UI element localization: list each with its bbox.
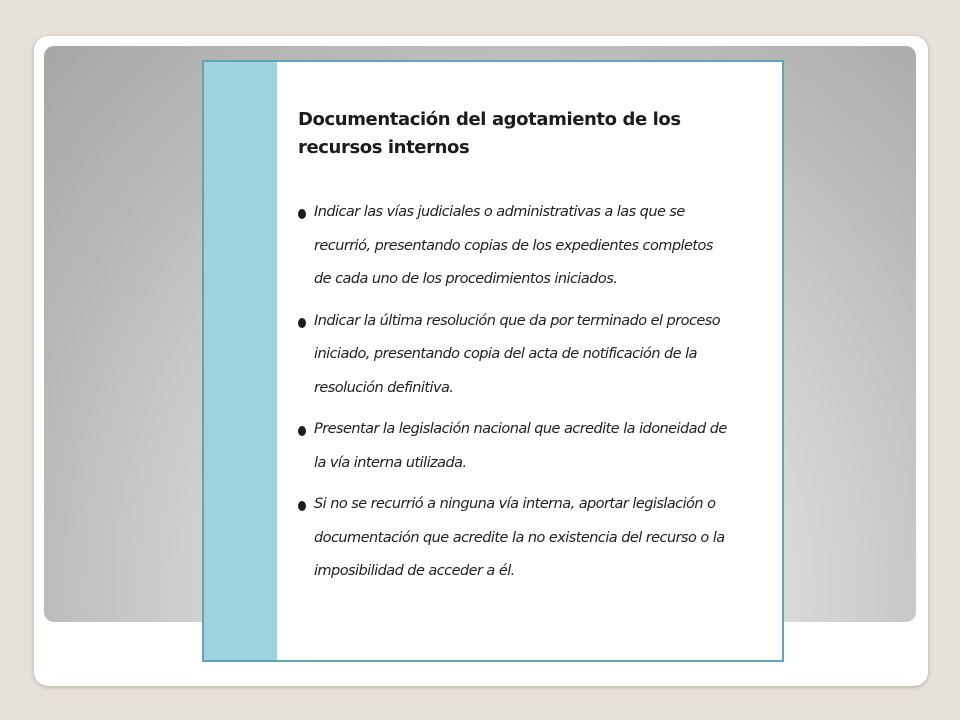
title-line-2: recursos internos [298,137,470,158]
bullet-text: Indicar las vías judiciales o administrativas a las que se recurrió, presentando copias de los expedientes completos de cada uno de los procedimientos iniciados. [314,204,713,287]
document-image [202,60,784,662]
list-item [298,196,728,297]
title-line-1: Documentación del agotamiento de los [298,109,681,130]
bullet-list [298,196,728,589]
bullet-icon [298,318,306,328]
list-item [298,305,728,406]
bullet-text: Indicar la última resolución que da por terminado el proceso iniciado, presentando copia del acta de notificación de la resolución definitiva. [314,312,721,396]
document-title [298,106,728,162]
bullet-text: Si no se recurrió a ninguna vía interna, aportar legislación o documentación que acredite la no existencia del recurso o la imposibilidad de acceder a él. [314,496,725,579]
bullet-icon [298,501,306,511]
bullet-text: Presentar la legislación nacional que acredite la idoneidad de la vía interna utilizada. [314,421,727,471]
accent-strip [204,62,277,660]
document-body [298,106,728,597]
bullet-icon [298,209,306,219]
bullet-icon [298,426,306,436]
list-item [298,488,728,589]
list-item [298,413,728,480]
